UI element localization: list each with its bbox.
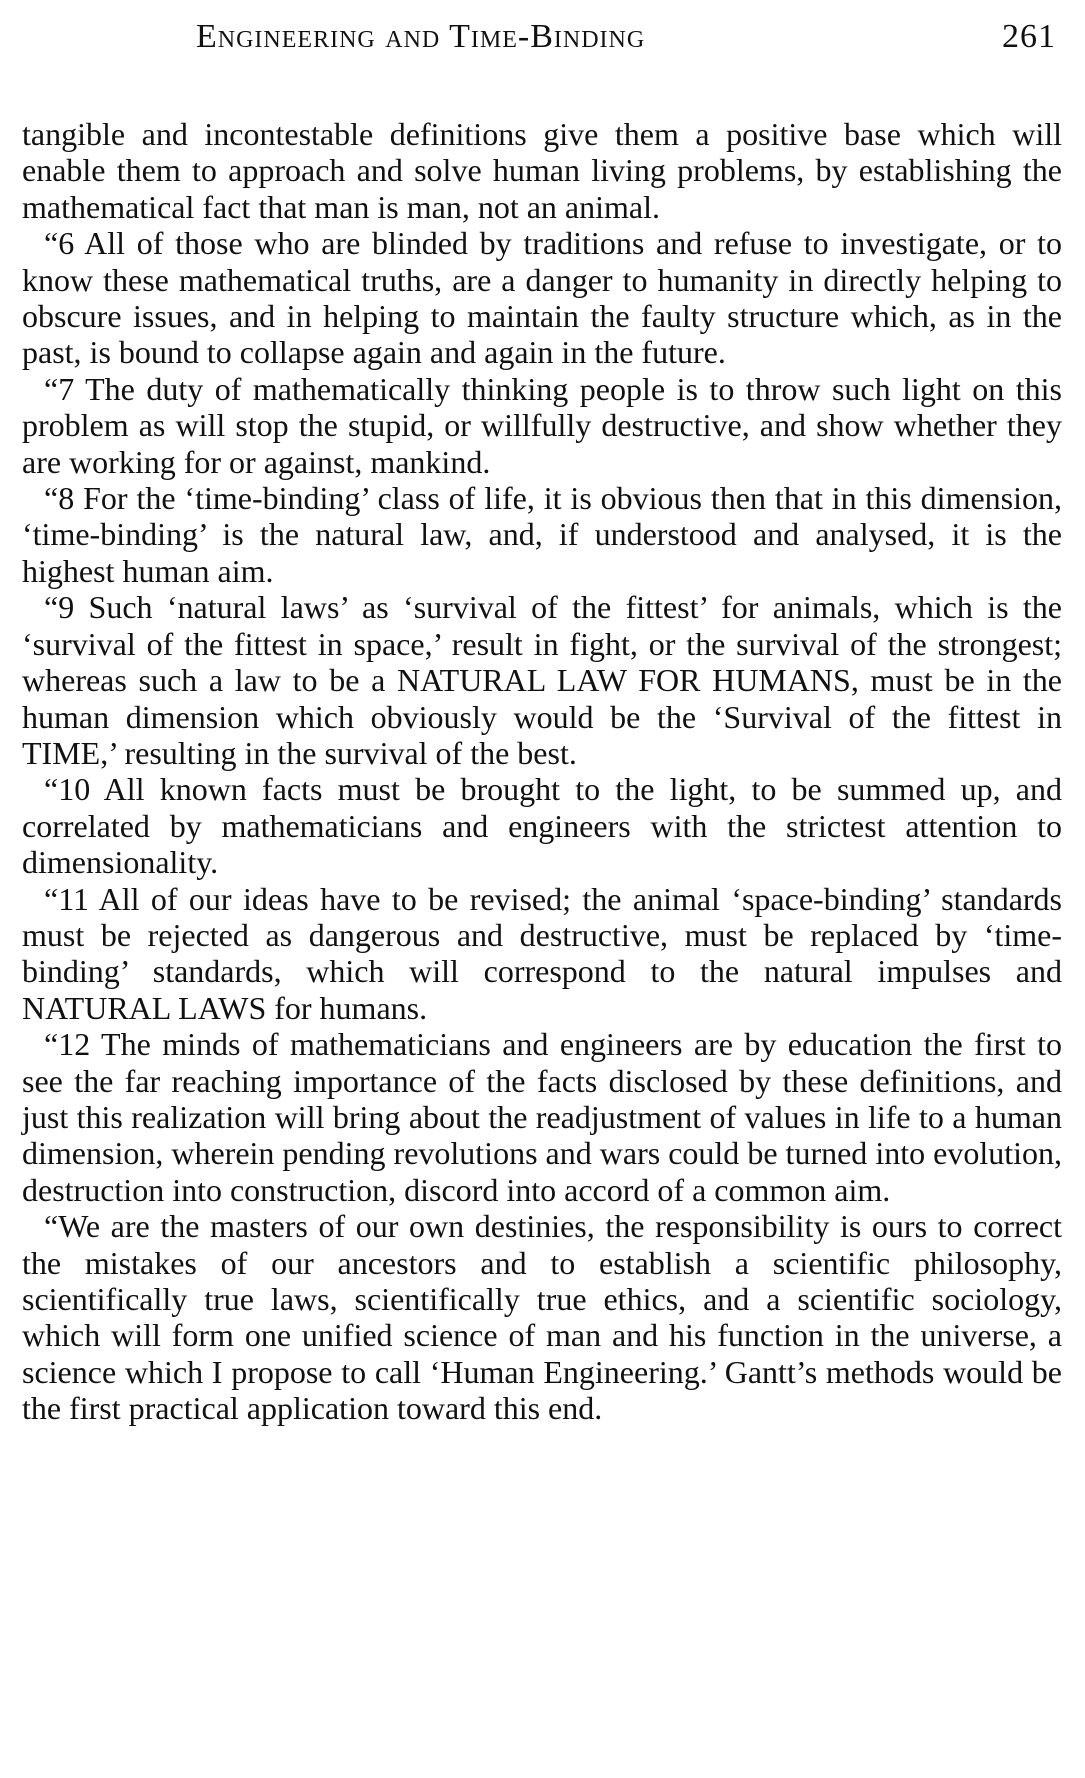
paragraph-9: “9 Such ‘natural laws’ as ‘survival of the fittest’ for animals, which is the ‘survival of the fittest in space,’ result in fight, or the survival of the strongest; whereas such a law to be a NATURAL LAW FOR HUMANS, must be in the human dimension which obviously would be the ‘Survival of the fittest in TIME,’ resulting in the survival of the best. <box>22 589 1062 771</box>
paragraph-11: “11 All of our ideas have to be revised; the animal ‘space-binding’ standards must be rejected as dangerous and destructive, must be replaced by ‘time-binding’ standards, which will correspond to the natural impulses and NATURAL LAWS for humans. <box>22 880 1062 1026</box>
running-head <box>22 0 1062 72</box>
paragraph-8: “8 For the ‘time-binding’ class of life, it is obvious then that in this dimension, ‘time-binding’ is the natural law, and, if understood and analysed, it is the highest human aim. <box>22 480 1062 589</box>
page-number: 261 <box>1002 18 1056 55</box>
paragraph-continuation: tangible and incontestable definitions give them a positive base which will enable them to approach and solve human living problems, by establishing the mathematical fact that man is man, not an animal. <box>22 116 1062 225</box>
running-title: Engineering and Time-Binding <box>196 18 646 55</box>
paragraph-7: “7 The duty of mathematically thinking people is to throw such light on this problem as will stop the stupid, or willfully destructive, and show whether they are working for or against, mankind. <box>22 370 1062 480</box>
paragraph-6: “6 All of those who are blinded by traditions and refuse to investigate, or to know these mathematical truths, are a danger to humanity in directly helping to obscure issues, and in helping to maintain the faulty structure which, as in the past, is bound to collapse again and again in the future. <box>22 225 1062 371</box>
paragraph-closing-quote: “We are the masters of our own destinies, the responsibility is ours to correct the mistakes of our ancestors and to establish a scientific philosophy, scientifically true laws, scientifically true ethics, and a scientific sociology, which will form one unified science of man and his function in the universe, a science which I propose to call ‘Human Engineering.’ Gantt’s methods would be the first practical application toward this end. <box>22 1208 1062 1427</box>
paragraph-12: “12 The minds of mathematicians and engineers are by education the first to see the far reaching importance of the facts disclosed by these definitions, and just this realization will bring about the readjustment of values in life to a human dimension, wherein pending revolutions and wars could be turned into evolution, destruction into construction, discord into accord of a common aim. <box>22 1026 1062 1208</box>
body-text <box>22 116 1062 1427</box>
book-page <box>22 0 1062 1427</box>
paragraph-10: “10 All known facts must be brought to the light, to be summed up, and correlated by mathematicians and engineers with the strictest attention to dimensionality. <box>22 771 1062 881</box>
